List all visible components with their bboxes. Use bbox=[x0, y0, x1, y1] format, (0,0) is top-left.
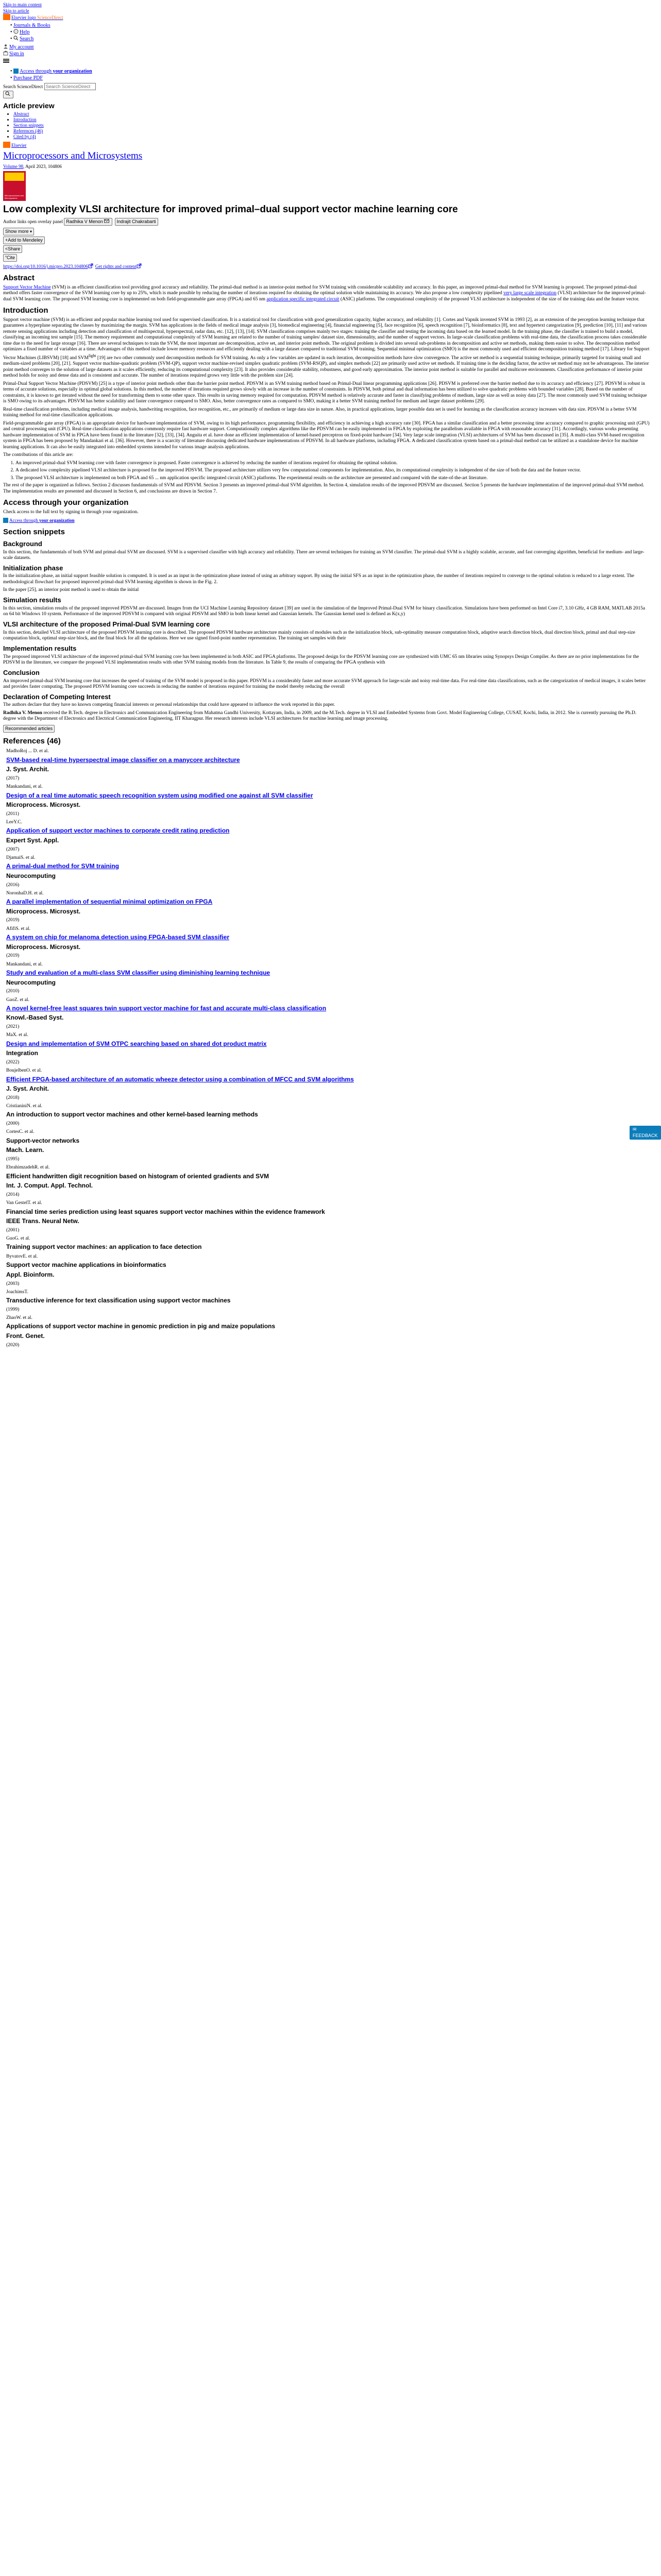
reference-title-link[interactable]: Efficient FPGA-based architecture of an automatic wheeze detector using a combination of MFCC and SVM algorithms bbox=[6, 1075, 354, 1083]
intro-superscript: light bbox=[88, 353, 96, 358]
reference-item bbox=[6, 1307, 650, 1313]
reference-item bbox=[6, 1271, 650, 1287]
menu-icon[interactable] bbox=[3, 59, 9, 63]
author-links-text: Author links open overlay panel bbox=[3, 219, 63, 225]
help-link[interactable] bbox=[13, 29, 29, 35]
references-section bbox=[3, 736, 650, 1348]
list-item: 2. A dedicated low complexity pipelined VLSI architecture is proposed for the improved PDSVM. The proposed architecture utilizes very few computational components for implementation. Also, its computational complexity is independent of the size of both the data and the feature vector. bbox=[15, 468, 650, 474]
reference-authors: ByvatovE. et al. bbox=[6, 1253, 38, 1259]
external-link-icon bbox=[88, 263, 93, 268]
snippet-title: VLSI architecture of the proposed Primal-Dual SVM learning core bbox=[3, 620, 210, 628]
abstract-part-1: (SVM) is an efficient classification tool providing good accuracy and reliability. The primal-dual method is an interior-point method for SVM training with considerable scalability and accuracy. In this paper, an improved primal-dual method for SVM learning is proposed. The proposed primal-dual method offers faster convergence of the SVM learning core by up to 25%, which is made possible by reducing the number of iterations required for obtaining the optimal solution while maintaining its accuracy. We also propose a low complexity pipelined bbox=[3, 284, 637, 296]
reference-source: Integration bbox=[6, 1049, 38, 1057]
sciencedirect-label: ScienceDirect bbox=[37, 15, 63, 21]
reference-item bbox=[6, 1146, 650, 1162]
journal-block bbox=[3, 142, 650, 201]
user-icon bbox=[3, 44, 8, 49]
reference-authors: BoujelbenO. et al. bbox=[6, 1068, 42, 1074]
author-list bbox=[3, 217, 650, 226]
reference-source: Financial time series prediction using least squares support vector machines within the evidence framework bbox=[6, 1208, 325, 1215]
toc-item bbox=[13, 111, 650, 117]
skip-to-main-link[interactable]: Skip to main content bbox=[3, 2, 42, 7]
snippet-text: The authors declare that they have no known competing financial interests or personal relationships that could have appeared to influence the work reported in this paper. bbox=[3, 702, 335, 708]
reference-source: Int. J. Comput. Appl. Technol. bbox=[6, 1182, 93, 1190]
toc-cited-by-link[interactable]: Cited by (4) bbox=[13, 134, 36, 140]
elsevier-logo-label: Elsevier logo bbox=[11, 15, 36, 21]
reference-source: Appl. Bioinform. bbox=[6, 1270, 55, 1278]
author-bio bbox=[3, 710, 650, 722]
elsevier-home-link[interactable] bbox=[3, 14, 650, 21]
add-mendeley-label: Add to Mendeley bbox=[8, 238, 43, 243]
reference-source: J. Syst. Archit. bbox=[6, 1085, 49, 1093]
reference-year: (2011) bbox=[6, 811, 19, 817]
reference-year: (2019) bbox=[6, 918, 20, 923]
journal-cover-image[interactable] bbox=[3, 171, 26, 201]
my-account-link[interactable] bbox=[3, 44, 34, 50]
reference-title-link[interactable]: A parallel implementation of sequential minimal optimization on FPGA bbox=[6, 898, 213, 906]
list-item: 3. The proposed VLSI architecture is implemented on both FPGA and 65 ... nm application specific integrated circuit (ASIC) platforms. The experimental results on the architecture are presented and compared with the state-of-the-art literature. bbox=[15, 476, 650, 482]
quote-icon: “ bbox=[5, 255, 7, 261]
introduction-heading: Introduction bbox=[3, 306, 48, 315]
reference-source: Applications of support vector machine in genomic prediction in pig and maize populations bbox=[6, 1323, 276, 1330]
reference-item bbox=[6, 1032, 650, 1065]
access-organization-link[interactable] bbox=[13, 69, 92, 74]
journals-books-link[interactable]: Journals & Books bbox=[13, 23, 50, 29]
institution-icon bbox=[3, 50, 8, 56]
rights-content-link[interactable]: Get rights and content bbox=[95, 264, 137, 269]
references-heading: References (46) bbox=[3, 736, 61, 745]
header-nav: • Journals & Books • ? Help • Search My account Sign in bbox=[3, 22, 650, 65]
article-preview-heading: Article preview bbox=[3, 101, 55, 110]
external-link-icon bbox=[137, 263, 142, 268]
reference-source: Neurocomputing bbox=[6, 872, 56, 879]
reference-item bbox=[6, 1182, 650, 1198]
reference-item bbox=[6, 997, 650, 1030]
reference-year: (2007) bbox=[6, 846, 20, 852]
elsevier-publisher-link[interactable] bbox=[3, 142, 650, 149]
reference-year: (2022) bbox=[6, 1059, 20, 1065]
intro-p1b-text: [19] are two other commonly used decomposition methods for SVM training. As only a few variables are updated in each iteration, decomposition methods have slow convergence. The active set method is a sequential training technique, primarily targeted for training small and medium-sized problems [20], [21]. Support vector machine-quadratic problem (SVM-QP), support vector machine-revised simplex quadratic problem (SVM-RSQP), and simplex methods [22] are primarily used active set methods. If training time is the deciding factor, the active set method may not be advantageous. The interior point method converges to the solution of large datasets as it scales efficiently, reducing its computational complexity [23]. It also provides considerable stability, robustness, and good early approximation. The interior point method is suitable for parallel and multicore environments. Classification performance of interior point method holds for noisy and dense data and is consistent and accurate. The number of iterations required grows very little with the problem size [24]. bbox=[3, 355, 649, 379]
references-list bbox=[3, 748, 650, 1348]
reference-title-link[interactable]: Design and implementation of SVM OTPC searching based on shared dot product matrix bbox=[6, 1040, 267, 1047]
reference-item bbox=[6, 1235, 650, 1251]
abstract-heading: Abstract bbox=[3, 274, 35, 282]
toc-introduction-link[interactable]: Introduction bbox=[13, 117, 37, 123]
reference-year: (2003) bbox=[6, 1281, 20, 1286]
reference-source: Mach. Learn. bbox=[6, 1146, 44, 1154]
skip-links bbox=[3, 2, 650, 21]
reference-year: (2021) bbox=[6, 1024, 20, 1030]
reference-authors: MaX. et al. bbox=[6, 1032, 28, 1038]
reference-title-link[interactable]: A novel kernel-free least squares twin support vector machine for fast and accurate multi-class classification bbox=[6, 1004, 327, 1012]
help-label: Help bbox=[20, 29, 30, 36]
reference-authors: EbrahimzadehR. et al. bbox=[6, 1165, 50, 1171]
cite-button[interactable] bbox=[3, 254, 17, 262]
my-account-label: My account bbox=[9, 44, 34, 50]
abstract-section bbox=[3, 273, 650, 302]
reference-source: Support-vector networks bbox=[6, 1137, 80, 1144]
cover-title: Microprocessors and Microsystems bbox=[5, 194, 24, 200]
toc-item bbox=[13, 117, 650, 123]
reference-year: (2019) bbox=[6, 953, 20, 959]
reference-item bbox=[6, 1253, 650, 1269]
toc-references-link[interactable]: References (46) bbox=[13, 128, 43, 134]
access-text: Check access to the full text by signing in through your organization. bbox=[3, 509, 139, 515]
search-submit-button[interactable] bbox=[3, 91, 13, 98]
cover-band bbox=[5, 173, 24, 181]
reference-item bbox=[6, 1164, 650, 1180]
reference-item bbox=[6, 1200, 650, 1216]
reference-authors: GuoG. et al. bbox=[6, 1236, 30, 1242]
cite-label: Cite bbox=[7, 255, 15, 261]
institution-access-icon bbox=[3, 518, 8, 523]
sign-in-link[interactable] bbox=[3, 51, 24, 57]
elsevier-tree-icon bbox=[3, 142, 10, 148]
plus-icon: + bbox=[5, 238, 8, 243]
access-link-bold: your organization bbox=[39, 518, 75, 523]
reference-year: (2018) bbox=[6, 1095, 20, 1100]
reference-authors: MadhoRoj ... D. et al. bbox=[6, 749, 49, 754]
vlsi-topic-link[interactable]: very large scale integration bbox=[503, 291, 557, 296]
reference-year: (2020) bbox=[6, 1342, 20, 1348]
reference-authors: AfifiS. et al. bbox=[6, 926, 30, 931]
reference-item bbox=[6, 1129, 650, 1145]
journal-title-link[interactable]: Microprocessors and Microsystems bbox=[3, 150, 143, 161]
share-label: Share bbox=[8, 246, 21, 252]
doi-link[interactable]: https://doi.org/10.1016/j.micpro.2023.104806 bbox=[3, 264, 88, 269]
institution-access-icon bbox=[13, 69, 19, 74]
bio-name: Radhika V. Menon bbox=[3, 710, 42, 716]
skip-to-article-link[interactable]: Skip to article bbox=[3, 8, 29, 13]
reference-year: (2010) bbox=[6, 989, 20, 994]
access-heading: Access through your organization bbox=[3, 498, 129, 507]
search-input[interactable] bbox=[44, 83, 96, 90]
access-text: Access through bbox=[20, 69, 53, 75]
reference-source: Microprocess. Microsyst. bbox=[6, 907, 81, 915]
volume-info: , April 2023, 104806 bbox=[23, 163, 62, 169]
snippet-title: Declaration of Competing Interest bbox=[3, 692, 111, 701]
abstract-part-2: (VLSI) architecture for the improved primal-dual SVM learning core. The proposed SVM learning core is implemented on both field-programmable gate array (FPGA) and 65 nm bbox=[3, 291, 646, 302]
reference-year: (1999) bbox=[6, 1307, 20, 1312]
feedback-label: FEEDBACK bbox=[633, 1132, 658, 1138]
reference-authors: DjamaiS. et al. bbox=[6, 855, 36, 861]
toc-snippets-link[interactable]: Section snippets bbox=[13, 123, 44, 128]
reference-source: J. Syst. Archit. bbox=[6, 766, 49, 773]
article-preview-toc bbox=[3, 111, 650, 140]
reference-source: Expert Syst. Appl. bbox=[6, 837, 59, 844]
reference-authors: Mankandani, et al. bbox=[6, 784, 43, 790]
search-field-label: Search ScienceDirect bbox=[3, 84, 43, 90]
show-more-button[interactable] bbox=[3, 228, 34, 235]
reference-authors: Van GestelT. et al. bbox=[6, 1200, 42, 1206]
intro-paragraph-2: Primal-Dual Support Vector Machine (PDSVM) [25] is a type of interior point methods other than the barrier point method. PDSVM is an SVM training method based on Primal-Dual linear programming applications [26]. PDSVM is preferred over the barrier method due to its accuracy and efficiency [27]. PDSVM is robust in terms of accurate solutions, especially in optimal global solutions. In this method, the number of iterations required grows slowly with an increase in the number of constraints. In PDSVM, both primal and dual information has been utilized to solve quadratic problems with bounded variables [28]. Based on the number of constraints, it is known to get iterated without the need for transforming them to some other space. This results in saving memory required for computation. PDSVM method is relatively accurate and faster in classifying problems of medium, large size as well as noisy data [27]. The most commonly used SVM training technique is SMO owing to its advantages. PDSVM has better scalability and faster convergence compared to SMO. Also, better convergence rates as compared to SMO, making it a better SVM training method for medium and larger dataset problems [29]. bbox=[3, 381, 647, 404]
access-purchase: • Access through your organization • Purchase PDF bbox=[10, 69, 92, 81]
snippet-title: Conclusion bbox=[3, 668, 40, 676]
feedback-icon: ✉ bbox=[633, 1127, 637, 1132]
snippet-title: Initialization phase bbox=[3, 564, 63, 572]
snippet-text: In the initialization phase, an initial support feasible solution is computed. It is used as an input in the optimization phase instead of using an arbitrary support. By using the initial SFS as an input in the optimization phase, the number of iterations required to converge to the optimal solution is reduced to a large extent. The methodological flowchart for proposed improved primal-dual SVM learning algorithm is shown in the Fig. 2. bbox=[3, 573, 634, 585]
search-icon bbox=[13, 36, 19, 41]
abstract-part-3: (ASIC) platforms. The computational complexity of the proposed VLSI architecture is independent of the size of the training data and the feature vector. bbox=[339, 296, 639, 302]
reference-item bbox=[6, 1217, 650, 1233]
intro-paragraph-6: The rest of the paper is organized as follows. Section 2 discusses fundamentals of SVM and PDSVM. Section 3 presents an improved primal-dual SVM algorithm. In Section 4, simulation results of the improved PDSVM are discussed. Section 5 presents the hardware implementation of the improved primal-dual SVM method. The implementation results are presented and discussed in Section 6, and conclusions are drawn in Section 7. bbox=[3, 483, 645, 494]
reference-authors: CristianiniN. et al. bbox=[6, 1104, 43, 1109]
list-item: 1. An improved primal-dual SVM learning core with faster convergence is proposed. Faster convergence is achieved by reducing the number of iterations required for obtaining the optimal solution. bbox=[15, 461, 650, 467]
author-name: Radhika V Menon bbox=[66, 219, 103, 225]
reference-year: (2001) bbox=[6, 1227, 20, 1233]
search-label: Search bbox=[20, 36, 34, 42]
asic-topic-link[interactable]: application specific integrated circuit bbox=[266, 296, 340, 302]
snippet-text: The proposed improved VLSI architecture of the improved primal-dual SVM learning core has been implemented in both ASIC and FPGA platforms. The proposed design for the PDSVM learning core are synthesized with UMC 65 nm libraries using Synopsys Design Compiler. As there are no prior implementations for the PDSVM in the literature, we compare the proposed VLSI implementation results with other SVM training models from the literature. In Table 9, the results of comparing the FPGA synthesis with bbox=[3, 654, 639, 666]
snippet-title: Background bbox=[3, 539, 42, 548]
email-icon bbox=[104, 218, 109, 224]
reference-item bbox=[6, 855, 650, 888]
reference-authors: GaoZ. et al. bbox=[6, 997, 29, 1003]
toc-item bbox=[13, 123, 650, 128]
snippets-heading: Section snippets bbox=[3, 528, 65, 537]
toc-abstract-link[interactable]: Abstract bbox=[13, 111, 29, 117]
author-button-chakrabarti[interactable]: Indrajit Chakrabarti bbox=[115, 218, 158, 226]
reference-authors: NoronhaD.H. et al. bbox=[6, 890, 44, 896]
purchase-pdf-link[interactable]: Purchase PDF bbox=[13, 75, 43, 81]
volume-link[interactable]: Volume 98 bbox=[3, 163, 24, 169]
author-button-menon[interactable] bbox=[64, 218, 112, 226]
reference-item bbox=[6, 1103, 650, 1127]
contributions-list bbox=[3, 461, 650, 482]
section-snippets bbox=[3, 527, 650, 733]
intro-paragraph-3: Real-time classification problems, including medical image analysis, handwriting recognition, face recognition, etc., are primarily of medium or large data size in nature. Also, in practical applications, larger possible data set is used for learning as the classification accuracy increases with data size. PDSVM is a better SVM training method for real-time classification applications. bbox=[3, 406, 637, 418]
intro-paragraph-5: The contributions of this article are: bbox=[3, 452, 74, 458]
feedback-button[interactable] bbox=[630, 1126, 661, 1140]
recommended-articles-button[interactable]: Recommended articles bbox=[3, 725, 55, 733]
snippet-text: In this section, simulation results of the proposed improved PDSVM are discussed. Images from the UCI Machine Learning Repository dataset [39] are used in the simulation of the Improved Primal-Dual SVM for binary classification. Simulations have been performed on Intel Core i7, 3.10 GHz, 4 GB RAM, MATLAB 2015a on 64 bit Windows 10 system. Performance of the improved PDSVM is compared with original PDSVM and SMO in both linear kernel and Gaussian kernels. The Gaussian kernel used is defined as K(x,y) bbox=[3, 605, 646, 617]
access-section bbox=[3, 498, 650, 524]
reference-authors: Mankandani, et al. bbox=[6, 961, 43, 967]
svm-topic-link[interactable]: Support Vector Machine bbox=[3, 284, 51, 290]
reference-source: Training support vector machines: an application to face detection bbox=[6, 1243, 202, 1251]
reference-source: Knowl.-Based Syst. bbox=[6, 1014, 64, 1022]
search-submit-icon bbox=[5, 91, 10, 96]
access-bold: your organization bbox=[53, 69, 92, 75]
abstract-text bbox=[3, 285, 650, 303]
reference-source: Microprocess. Microsyst. bbox=[6, 943, 81, 951]
snippet-title: Implementation results bbox=[3, 644, 77, 652]
reference-item bbox=[6, 1067, 650, 1101]
intro-paragraph-1 bbox=[3, 317, 650, 379]
reference-source: Efficient handwritten digit recognition based on histogram of oriented gradients and SVM bbox=[6, 1172, 269, 1180]
reference-authors: LeeY.C. bbox=[6, 820, 22, 825]
snippet-text: In this section, detailed VLSI architecture of the proposed PDSVM learning core is described. The proposed PDSVM hardware architecture mainly consists of modules such as the initialization block, sub-optimality measure computation block, adaptive search direction block, dual direction block, primal and dual step-size computation block, optimal step-size block, and the final block for all the updations. Here we use signed fixed-point number representation. The training set samples with their bbox=[3, 630, 635, 641]
elsevier-logo-icon bbox=[3, 14, 10, 20]
search-link[interactable] bbox=[13, 36, 33, 42]
reference-authors: JoachimsT. bbox=[6, 1289, 28, 1295]
reference-source: Neurocomputing bbox=[6, 978, 56, 986]
reference-authors: ZhaoW. et al. bbox=[6, 1315, 32, 1321]
reference-item bbox=[6, 961, 650, 995]
reference-title-link[interactable]: A system on chip for melanoma detection using FPGA-based SVM classifier bbox=[6, 934, 229, 941]
reference-item bbox=[6, 819, 650, 853]
show-more-label: Show more bbox=[5, 229, 29, 234]
toc-item bbox=[13, 134, 650, 140]
reference-year: (2016) bbox=[6, 882, 20, 888]
reference-source: Microprocess. Microsyst. bbox=[6, 801, 81, 809]
reference-source: An introduction to support vector machines and other kernel-based learning methods bbox=[6, 1111, 258, 1118]
article-actions bbox=[3, 227, 650, 270]
chevron-down-icon: ▾ bbox=[30, 229, 32, 234]
reference-item bbox=[6, 926, 650, 959]
reference-source: Support vector machine applications in bioinformatics bbox=[6, 1261, 166, 1269]
reference-title-link[interactable]: Study and evaluation of a multi-class SVM classifier using diminishing learning technique bbox=[6, 969, 270, 976]
snippet-title: Simulation results bbox=[3, 596, 61, 604]
reference-year: (2014) bbox=[6, 1192, 20, 1197]
introduction-section bbox=[3, 306, 650, 495]
reference-item bbox=[6, 1332, 650, 1348]
add-to-mendeley-button[interactable] bbox=[3, 236, 45, 244]
reference-item bbox=[6, 890, 650, 924]
bio-text: received the B.Tech. degree in Electronics and Communication Engineering from Mahatma Gandhi University, Kottayam, India, in 2009, and the M.Tech. degree in VLSI and Embedded Systems from Govt. Model Engineering College, CUSAT, Kochi, India, in 2012. She is currently pursuing the Ph.D. degree with the Department of Electronics and Electrical Communication Engineering, IIT Kharagpur. Her research interests include VLSI architectures for machine learning and image processing. bbox=[3, 710, 637, 722]
reference-authors: CortesC. et al. bbox=[6, 1129, 35, 1135]
article-title: Low complexity VLSI architecture for improved primal–dual support vector machine learning core bbox=[3, 204, 458, 215]
reference-source: IEEE Trans. Neural Netw. bbox=[6, 1217, 79, 1225]
reference-title-link[interactable]: A primal-dual method for SVM training bbox=[6, 862, 119, 870]
snippet-text: An improved primal-dual SVM learning core that increases the speed of training of the SVM model is proposed in this paper. PDSVM is a considerably faster and more accurate SVM approach for large-scale and noisy real-time data. For real-time data classifications, such as the categorization of medical images, it scales better and provides faster computing. The proposed PDSVM learning core succeeds in reducing the number of iterations required for training the model thereby reducing the overall bbox=[3, 678, 646, 689]
intro-paragraph-4: Field-programmable gate array (FPGA) is an appropriate device for hardware implementation of SVM, owing to its high performance, programming flexibility, and efficiency in achieving a high accuracy rate [30]. FPGA has a similar classification and a better processing time accuracy compared to graphic processing unit (GPU) and central processing unit (CPU). Real-time classification applications commonly require fast hardware support. Computationally complex algorithms like the PDSVM can be easily implemented in FPGA by exploiting the parallelism available in FPGA with reasonable accuracy [31]. Accordingly, various works presenting hardware implementation of SVM in FPGA have been found in the literature [32], [33], [34]. Anguita et al. have done an efficient implementation of kernel-based perceptron on fixed-point hardware [34]. Very large scale integration (VLSI) architectures of SVM has been discussed in [35]. A multi-class SVM-based recognition system in FPGA has been proposed by Mandankari et al. [36]. However, there is a scarcity of literature discussing dedicated hardware implementations of PDSVM. In all hardware platforms, including FPGA. A dedicated classification system based on a primal-dual method can be utilized as a standalone device for machine learning applications. It can also be easily integrated into embedded systems intended for various image analysis applications. bbox=[3, 420, 650, 450]
snippet-text-continued: In the paper [25], an interior point method is used to obtain the initial bbox=[3, 587, 139, 593]
intro-p1-text: Support vector machine (SVM) is an efficient and popular machine learning tool used for supervised classification. It is a statistical tool for classification with good generalization capacity, higher accuracy, and reliability [1]. Cortes and Vapnik invented SVM in 1993 [2], as an extension of the perception learning technique that guarantees a hyperplane separating the classes by maximizing the margin. SVM has applications in the fields of medical image analysis [3], biomedical engineering [4], financial engineering [5], face recognition [6], speech recognition [7], bioinformatics [8], text and hypertext categorization [9], prediction [10], [11] and various remote sensing applications including detection and classification of multispectral, hyperspectral, radar data, etc. [12], [13], [14]. SVM classification comprises mainly two stages: training the classifier and testing the incoming data based on the learned model. In the training phase, the classifier is trained to build a model, classifying an incoming test sample [15]. The memory requirement and computational complexity of SVM learning are related to the number of training samples/ dataset size, dimensionality, and the number of support vectors. In large-scale classification problems with real-time data, the classification process takes considerable time due to the need for large storage [16]. There are several techniques to train the SVM, the most important are decomposition, active set, and interior point methods. The original problem is divided into several sub-problems in decomposition and active set methods, making them easier to solve. The decomposition method optimizes a fixed number of variables at a time. Advantages of this method include lower memory resources and efficiently dealing with a large dataset compared to traditional SVM training. Sequential minimal optimization (SMO) is the most commonly used and efficient decomposition training method [17]. Library for Support Vector Machines (LIBSVM) [18] and SVM bbox=[3, 317, 650, 361]
search-form bbox=[3, 83, 650, 99]
access-link-text: Access through bbox=[9, 518, 39, 523]
reference-source: Transductive inference for text classification using support vector machines bbox=[6, 1297, 231, 1304]
reference-year: (2017) bbox=[6, 775, 20, 781]
reference-item bbox=[6, 1289, 650, 1305]
snippet-text: In this section, the fundamentals of both SVM and primal-dual SVM are discussed. SVM is a supervised classifier with high accuracy and reliability. There are several techniques for training an SVM classifier. The primal-dual SVM is a highly scalable, accurate, and fast converging algorithm, beneficial for medium- and large-scale datasets. bbox=[3, 549, 645, 561]
sign-in-label: Sign in bbox=[9, 51, 24, 57]
reference-year: (2000) bbox=[6, 1121, 20, 1127]
help-icon bbox=[13, 29, 19, 34]
reference-year: (1995) bbox=[6, 1156, 20, 1162]
reference-title-link[interactable]: Application of support vector machines to corporate credit rating prediction bbox=[6, 827, 230, 835]
reference-item bbox=[6, 784, 650, 817]
reference-title-link[interactable]: Design of a real time automatic speech recognition system using modified one against all SVM classifier bbox=[6, 791, 313, 799]
toc-item bbox=[13, 128, 650, 134]
reference-item bbox=[6, 748, 650, 782]
elsevier-label: Elsevier bbox=[11, 143, 27, 148]
reference-item bbox=[6, 1315, 650, 1331]
share-button[interactable] bbox=[3, 245, 22, 253]
svg-text:?: ? bbox=[15, 30, 16, 34]
reference-source: Front. Genet. bbox=[6, 1332, 45, 1340]
reference-title-link[interactable]: SVM-based real-time hyperspectral image classifier on a manycore architecture bbox=[6, 756, 240, 764]
access-through-organization-button[interactable] bbox=[3, 518, 75, 523]
share-icon: < bbox=[5, 246, 8, 252]
